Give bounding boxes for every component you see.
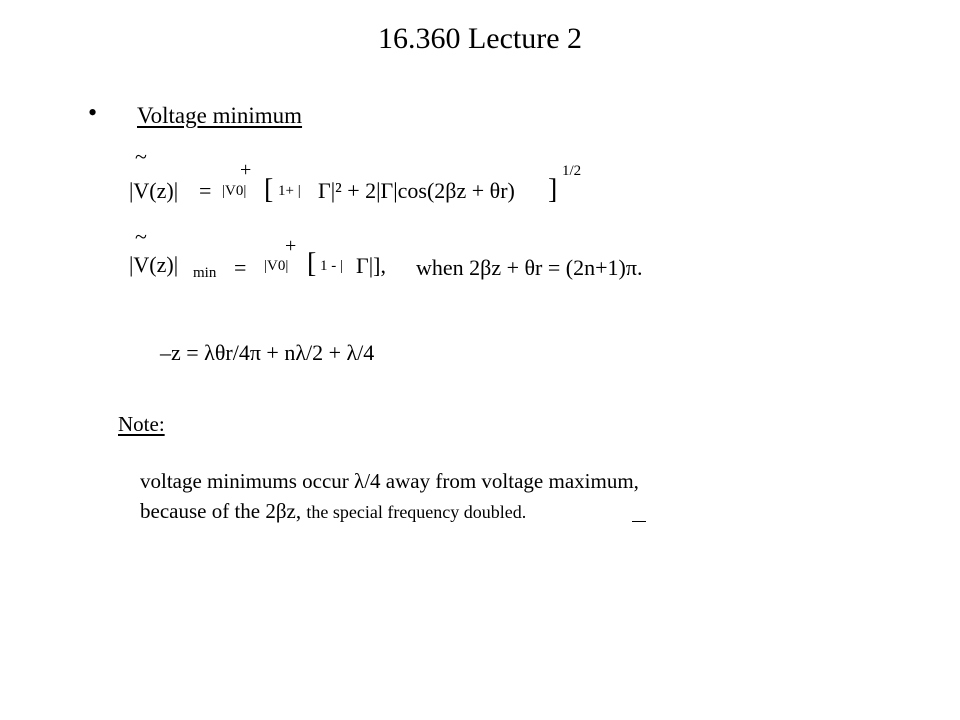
eq2-equals: = [234,255,247,280]
eq1-plus-superscript: + [240,159,252,181]
note-line-1: voltage minimums occur λ/4 away from voltage maximum, [140,469,639,493]
eq2-bracket-open: [ [307,248,317,279]
eq2-condition: when 2βz + θr = (2n+1)π. [416,255,643,280]
note-line-2 [140,496,840,527]
note-label: Note: [118,412,165,436]
eq1-lhs: |V(z)| [129,178,179,203]
eq2-rhs: Γ|], [356,253,386,278]
eq1-rhs: Γ|² + 2|Γ|cos(2βz + θr) [318,178,515,203]
trailing-underline [632,521,646,522]
note-line-2-part-a: because of the 2βz, [140,499,302,523]
eq1-exponent: 1/2 [562,163,582,179]
note-line-2-part-b: the special frequency doubled. [306,502,527,522]
note-paragraph [140,466,840,527]
eq2-v0: |V0| [264,258,289,274]
eq1-bracket-close: ] [548,174,558,205]
slide-title: 16.360 Lecture 2 [377,22,583,55]
eq2-plus-superscript: + [285,235,297,257]
equation-3: –z = λθr/4π + nλ/2 + λ/4 [160,340,375,365]
section-heading: Voltage minimum [137,103,303,128]
eq2-tilde: ~ [135,224,147,249]
eq2-lhs: |V(z)| [129,252,179,277]
bullet-dot: • [88,98,98,127]
eq1-tilde: ~ [135,144,147,169]
eq1-v0: |V0| [222,183,247,199]
eq1-bracket-open: [ [264,174,274,205]
eq2-subscript-min: min [193,265,217,281]
eq2-inner-small: 1 - | [320,258,343,274]
eq1-equals: = [199,178,212,203]
eq1-inner-small: 1+ | [278,183,301,199]
